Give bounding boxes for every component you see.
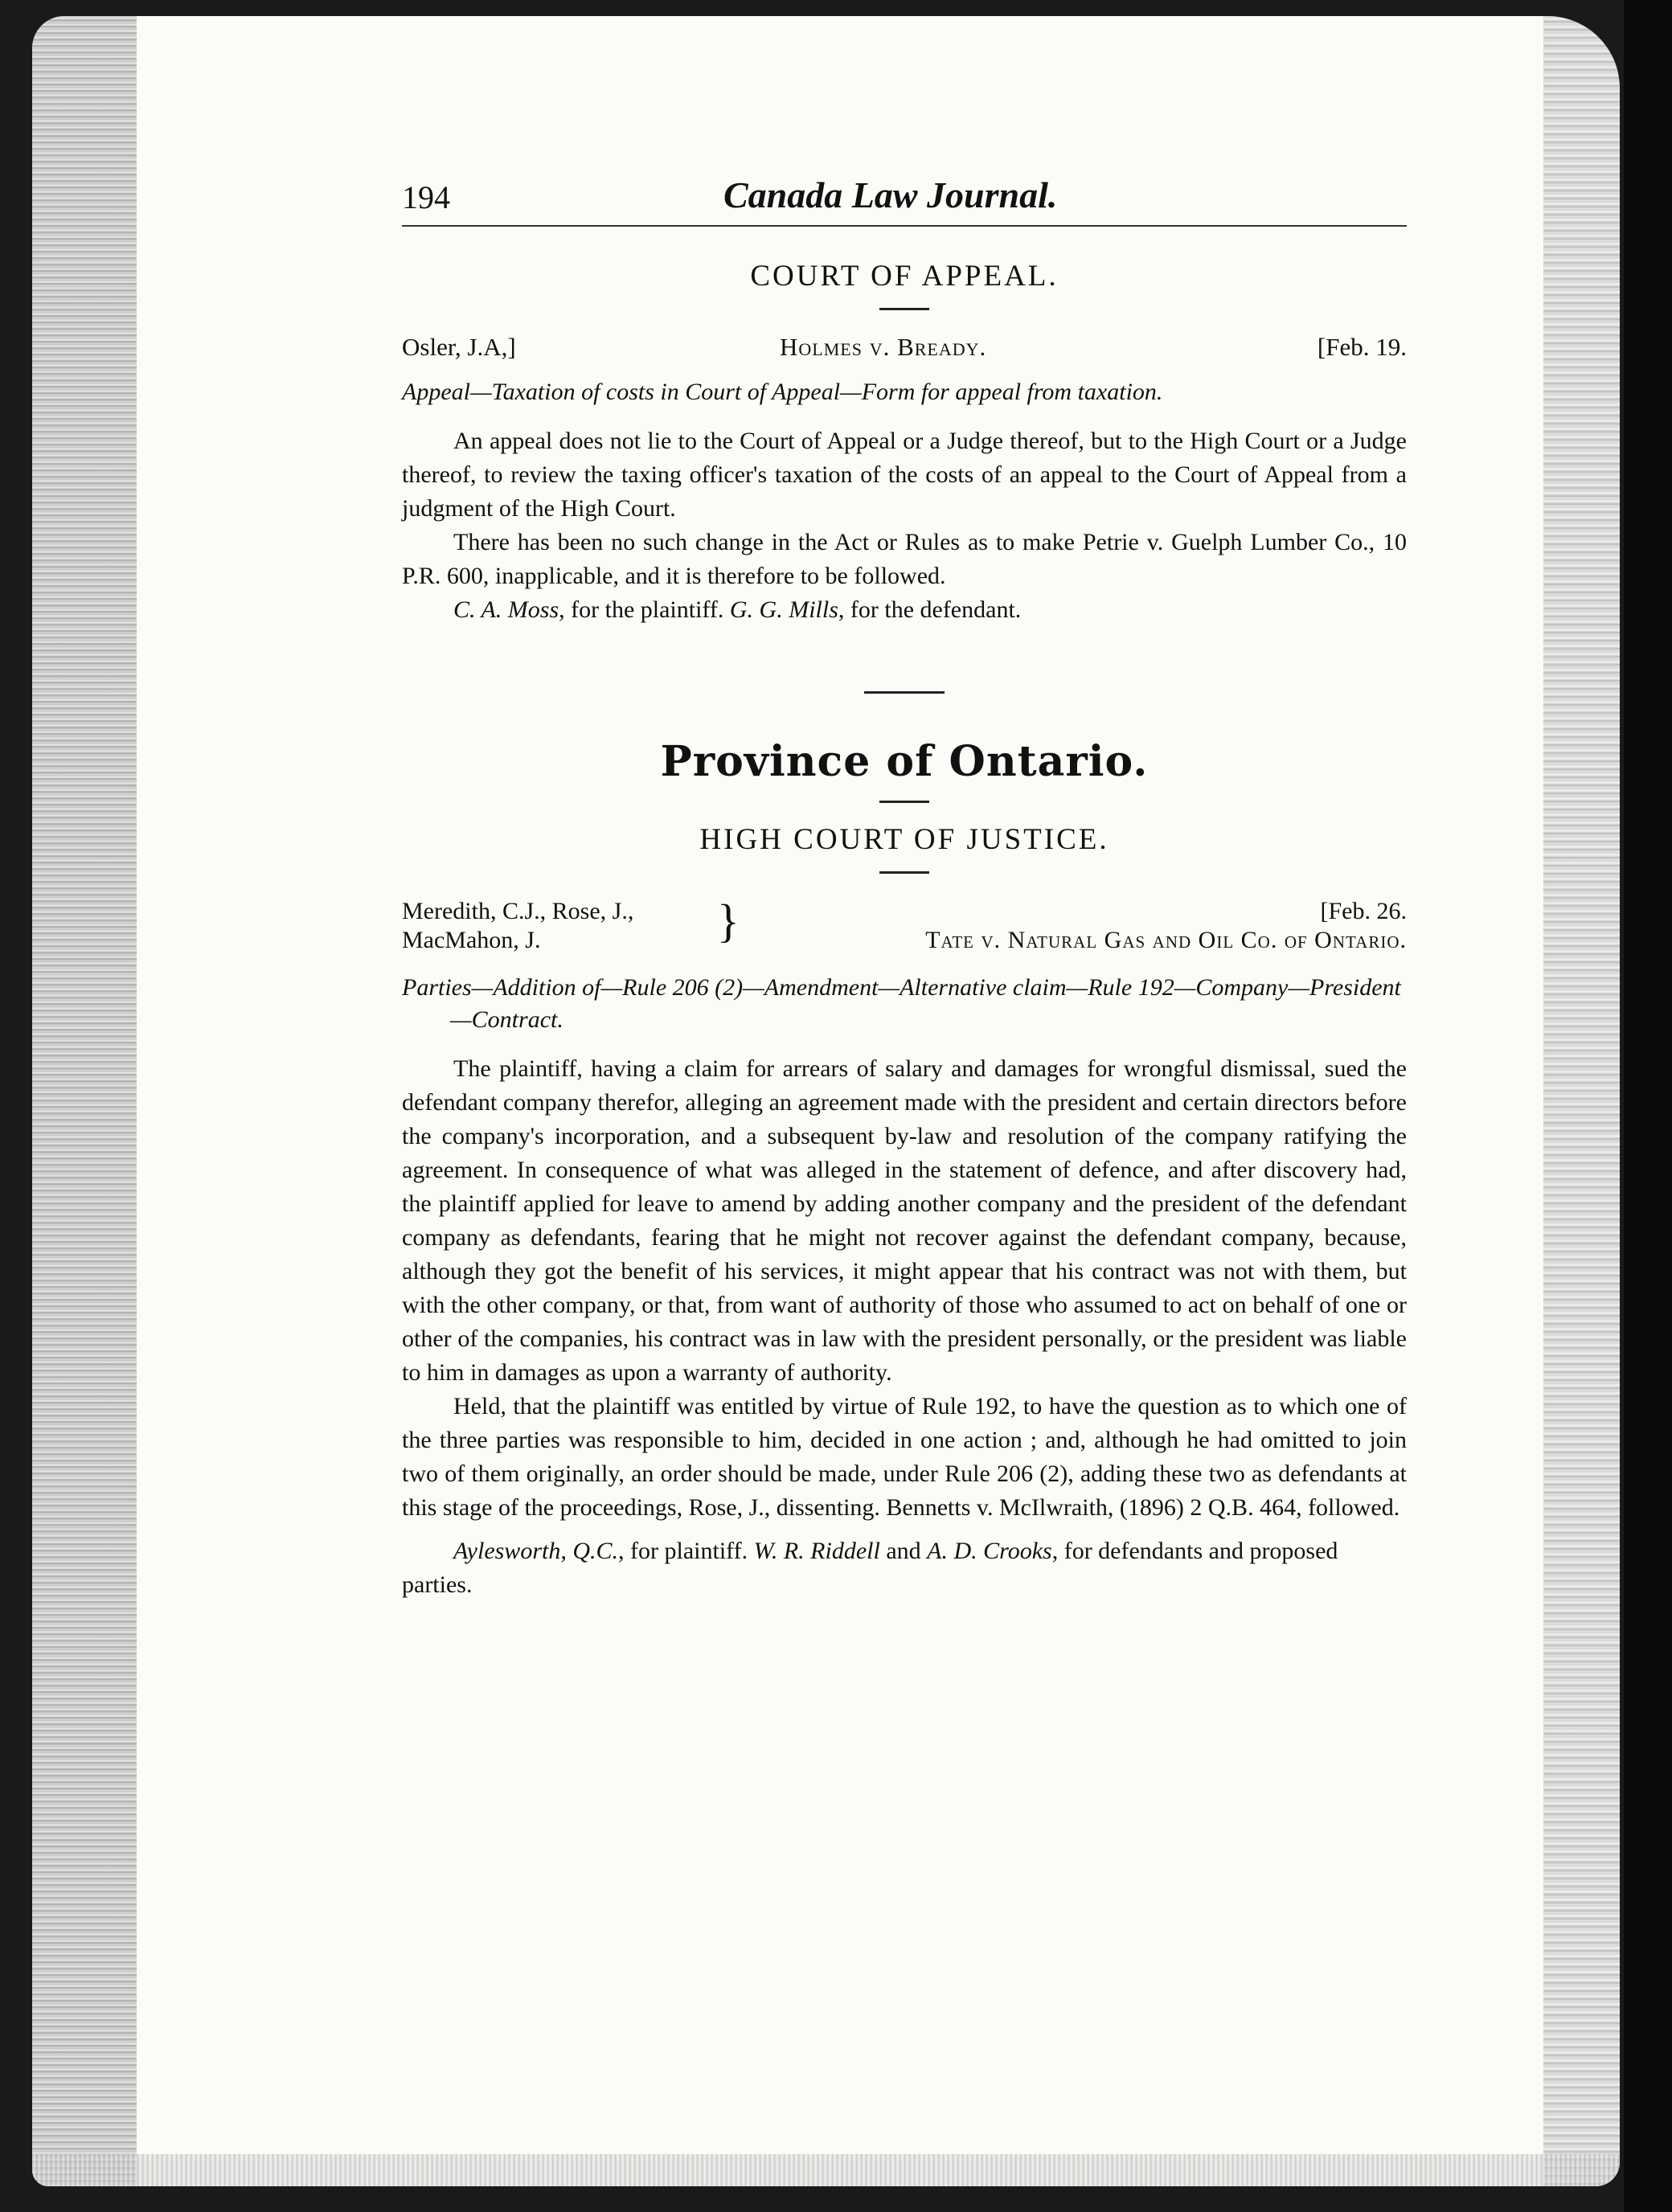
decision-date: [Feb. 26. <box>1320 898 1407 924</box>
running-head <box>402 169 1407 227</box>
judges-line: Meredith, C.J., Rose, J., <box>402 898 634 924</box>
high-court-heading: HIGH COURT OF JUSTICE. <box>699 823 1109 856</box>
body-paragraph: Held, that the plaintiff was entitled by virtue of Rule 192, to have the question as to which one of the three parties was responsible to him, decided in one action ; and, although he had omitted to join two of them originally, an order should be made, under Rule 206 (2), adding these two as defendants at this stage of the proceedings, Rose, J., dissenting. Bennetts v. McIlwraith, (1896) 2 Q.B. 464, followed. <box>402 1393 1407 1521</box>
style-of-cause: Tate v. Natural Gas and Oil Co. of Ontario. <box>925 927 1407 953</box>
section-separator <box>864 691 945 694</box>
counsel-defendant-name: G. G. Mills <box>729 596 838 623</box>
headnote: Parties—Addition of—Rule 206 (2)—Amendment—Alternative claim—Rule 192—Company—President—Contract. <box>402 974 1401 1033</box>
page-edge-bottom <box>32 2154 1620 2186</box>
body-paragraph: An appeal does not lie to the Court of Appeal or a Judge thereof, but to the High Court or a Judge thereof, to review the taxing officer's taxation of the costs of an appeal to the Court of Appeal from a judgment of the High Court. <box>402 428 1407 522</box>
body-paragraph: There has been no such change in the Act or Rules as to make Petrie v. Guelph Lumber Co., 10 P.R. 600, inapplicable, and it is therefore to be followed. <box>402 529 1407 589</box>
page-edge-left <box>32 16 137 2186</box>
page-number: 194 <box>402 179 450 215</box>
counsel-line <box>402 1534 1407 1602</box>
province-heading: Province of Ontario. <box>660 737 1149 786</box>
journal-title: Canada Law Journal. <box>723 174 1058 215</box>
decision-date: [Feb. 19. <box>1317 333 1407 361</box>
page-content <box>402 169 1407 1602</box>
section-rule <box>879 308 929 310</box>
counsel-plaintiff-name: Aylesworth, Q.C. <box>453 1538 619 1564</box>
body-paragraph: The plaintiff, having a claim for arrears of salary and damages for wrongful dismissal, sued the defendant company therefor, alleging an agreement made with the president and certain directors before the company's incorporation, and a subsequent by-law and resolution of the company ratifying the agreement. In consequence of what was alleged in the statement of defence, and after discovery had, the plaintiff applied for leave to amend by adding another company and the president of the defendant company as defendants, fearing that he might not recover against the defendant company, because, although they got the benefit of his services, it might appear that his contract was not with them, but with the other company, or that, from want of authority of those who assumed to act on behalf of one or other of the companies, his contract was in law with the president personally, or the president was liable to him in damages as upon a warranty of authority. <box>402 1055 1407 1386</box>
counsel-defendant-text: , for the defendant. <box>838 596 1022 623</box>
section-rule <box>879 871 929 874</box>
counsel-plaintiff-text: , for the plaintiff. <box>559 596 724 623</box>
case-header <box>402 330 1407 368</box>
court-of-appeal-heading: COURT OF APPEAL. <box>750 260 1059 293</box>
style-of-cause: Holmes v. Bready. <box>780 333 987 361</box>
scan-background-right <box>1624 0 1672 2212</box>
counsel-defendant-name: A. D. Crooks <box>927 1538 1052 1564</box>
counsel-line <box>402 593 1407 627</box>
counsel-defendant-text: , for defendants and proposed parties. <box>402 1538 1338 1598</box>
counsel-plaintiff-name: C. A. Moss <box>453 596 559 623</box>
judges-brace: } <box>717 895 740 947</box>
counsel-and-text: and <box>879 1538 928 1564</box>
counsel-plaintiff-text: , for plaintiff. <box>618 1538 748 1564</box>
counsel-defendant-name: W. R. Riddell <box>753 1538 880 1564</box>
judges-line: MacMahon, J. <box>402 927 541 953</box>
case-header <box>402 895 1407 964</box>
page-edge-right <box>1543 16 1620 2186</box>
headnote: Appeal—Taxation of costs in Court of Appeal—Form for appeal from taxation. <box>402 379 1163 405</box>
judge-name: Osler, J.A,] <box>402 333 516 361</box>
section-rule <box>879 801 929 803</box>
